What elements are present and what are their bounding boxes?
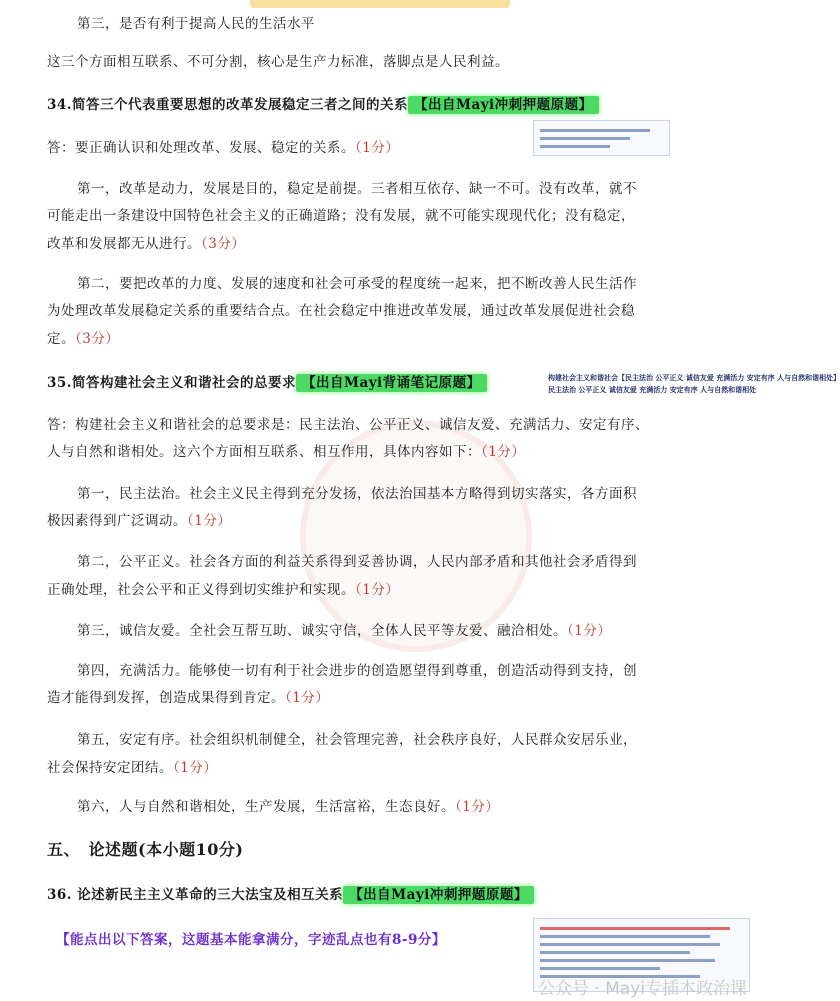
text-line: 这三个方面相互联系、不可分割，核心是生产力标准，落脚点是人民利益。 [47,54,509,70]
text-line: 可能走出一条建设中国特色社会主义的正确道路；没有发展，就不可能实现现代化；没有稳定， [47,208,635,224]
text-line: 第五，安定有序。社会组织机制健全，社会管理完善，社会秩序良好，人民群众安居乐业， [77,732,637,748]
account-watermark: 公众号 · Mayi专插本政治课 [537,979,747,999]
text-line: 第二，要把改革的力度、发展的速度和社会可承受的程度统一起来，把不断改善人民生活作 [77,276,637,292]
section-heading: 五、 论述题(本小题10分) [47,840,244,859]
question-34-title: 34.简答三个代表重要思想的改革发展稳定三者之间的关系 【出自Mayi冲刺押题原题】 [47,95,715,115]
scoring-note: 【能点出以下答案，这题基本能拿满分，字迹乱点也有8-9分】 [56,932,446,948]
text-line: 造才能得到发挥，创造成果得到肯定。（1分） [47,690,330,706]
answer-line: 答：要正确认识和处理改革、发展、稳定的关系。（1分） [47,140,400,156]
question-35-title: 35.简答构建社会主义和谐社会的总要求 【出自Mayi背诵笔记原题】 [47,373,545,393]
text-line: 第一，民主法治。社会主义民主得到充分发扬，依法治国基本方略得到切实落实，各方面积 [77,486,637,502]
answer-line: 人与自然和谐相处。这六个方面相互联系、相互作用，具体内容如下：（1分） [47,444,526,460]
text-line: 为处理改革发展稳定关系的重要结合点。在社会稳定中推进改革发展，通过改革发展促进社会稳 [47,303,635,319]
source-tag: 【出自Mayi冲刺押题原题】 [343,886,534,904]
text-line: 改革和发展都无从进行。（3分） [47,236,246,252]
text-line: 第三，诚信友爱。全社会互帮互助、诚实守信，全体人民平等友爱、融洽相处。（1分） [77,623,612,639]
header-banner [250,0,510,8]
text-line: 第三，是否有利于提高人民的生活水平 [77,16,315,32]
reference-note: 构建社会主义和谐社会【民主法治 公平正义 诚信友爱 充满活力 安定有序 人与自然和谐相处】 民主法治 公平正义 诚信友爱 充满活力 安定有序 人与自然和谐相处 [548,373,840,394]
source-tag: 【出自Mayi背诵笔记原题】 [296,374,487,392]
text-line: 第二，公平正义。社会各方面的利益关系得到妥善协调，人民内部矛盾和其他社会矛盾得到 [77,554,637,570]
text-line: 正确处理，社会公平和正义得到切实维护和实现。（1分） [47,582,400,598]
text-line: 第一，改革是动力，发展是目的，稳定是前提。三者相互依存、缺一不可。没有改革，就不 [77,181,637,197]
text-line: 极因素得到广泛调动。（1分） [47,513,232,529]
question-36-title: 36. 论述新民主主义革命的三大法宝及相互关系 【出自Mayi冲刺押题原题】 [47,885,715,905]
text-line: 定。（3分） [47,331,120,347]
text-line: 第四，充满活力。能够使一切有利于社会进步的创造愿望得到尊重，创造活动得到支持，创 [77,663,637,679]
text-line: 社会保持安定团结。（1分） [47,760,218,776]
source-tag: 【出自Mayi冲刺押题原题】 [408,96,599,114]
text-line: 第六，人与自然和谐相处，生产发展，生活富裕，生态良好。（1分） [77,799,500,815]
answer-line: 答：构建社会主义和谐社会的总要求是：民主法治、公平正义、诚信友爱、充满活力、安定有序、 [47,417,649,433]
